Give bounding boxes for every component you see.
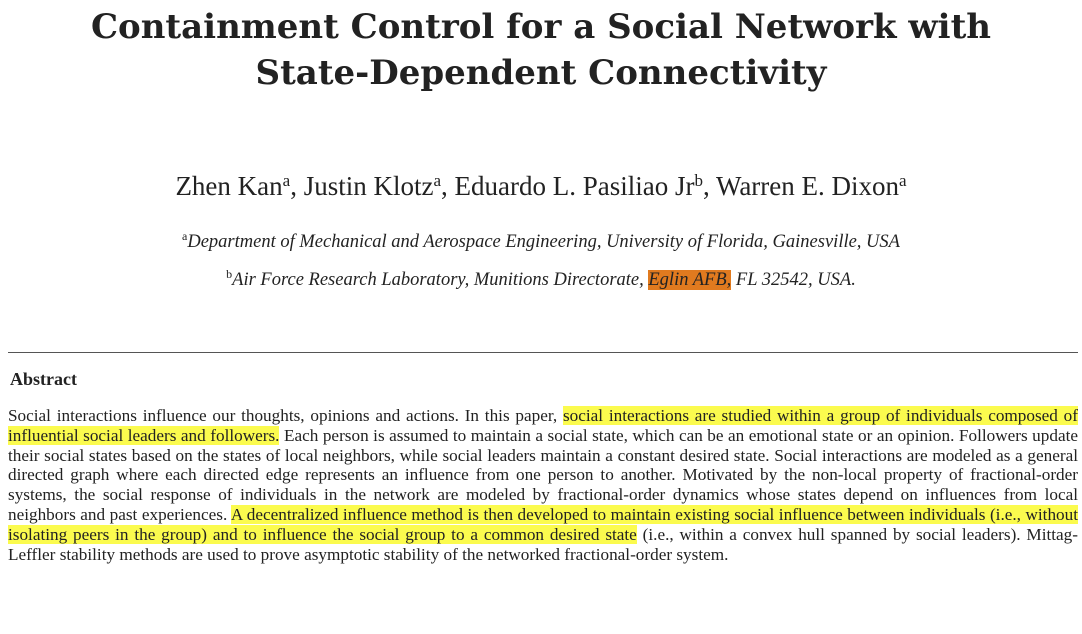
affiliation-b xyxy=(0,268,1082,292)
author-list xyxy=(0,168,1082,204)
title-line-1: Containment Control for a Social Network with xyxy=(90,7,992,47)
author: Justin Klotz$^a$, xyxy=(303,171,455,201)
affiliation-mark: a xyxy=(282,171,291,190)
abstract-text: Each person is assumed to maintain a social state, which can be an emotional state or an opinion. Followers update their social states based on the states of local neighbors, while social leaders maintain a constant desired state. Social interactions are modeled as a general directed graph where each directed edge represents an influence from one person to another. Motivated by the non-local property of fractional-order systems, the social response of individuals in the network are modeled by fractional-order dynamics whose states depend on influences from local neighbors and past experiences. xyxy=(8,425,1078,524)
abstract-text: Social interactions influence our thoughts, opinions and actions. In this paper, xyxy=(8,406,563,425)
affiliation-mark: a xyxy=(433,171,442,190)
author: Warren E. Dixon$^a$ xyxy=(716,171,907,201)
affiliation-mark: a xyxy=(182,229,188,243)
highlighted-text: Eglin AFB, xyxy=(648,270,732,290)
affiliation-mark: b xyxy=(694,171,703,190)
abstract-heading: Abstract xyxy=(10,369,77,389)
highlighted-text: A decentralized influence method is then developed to maintain existing social influence between individuals (i.e., without isolating peers in the group) and to influence the social group to a common desired state xyxy=(8,504,1078,544)
section-divider xyxy=(8,352,1078,353)
author: Eduardo L. Pasiliao Jr$^b$, xyxy=(454,171,716,201)
affiliation-text: Department of Mechanical and Aerospace Engineering, University of Florida, Gainesville, USA xyxy=(187,232,900,252)
affiliation-a xyxy=(0,230,1082,254)
affiliation-text: Air Force Research Laboratory, Munitions Directorate, xyxy=(232,270,649,290)
author: Zhen Kan$^a$, xyxy=(175,171,304,201)
abstract-text: (i.e., within a convex hull spanned by social leaders). Mittag-Leffler stability methods are used to prove asymptotic stability of the networked fractional-order system. xyxy=(8,524,1078,564)
affiliation-text: FL 32542, USA. xyxy=(731,270,856,290)
affiliation-mark: b xyxy=(226,267,233,281)
affiliation-mark: a xyxy=(899,171,907,190)
highlighted-text: social interactions are studied within a group of individuals composed of influential social leaders and followers. xyxy=(8,406,1078,445)
paper-title xyxy=(0,4,1082,96)
abstract-body xyxy=(8,406,1078,564)
title-line-2: State-Dependent Connectivity xyxy=(255,53,827,93)
